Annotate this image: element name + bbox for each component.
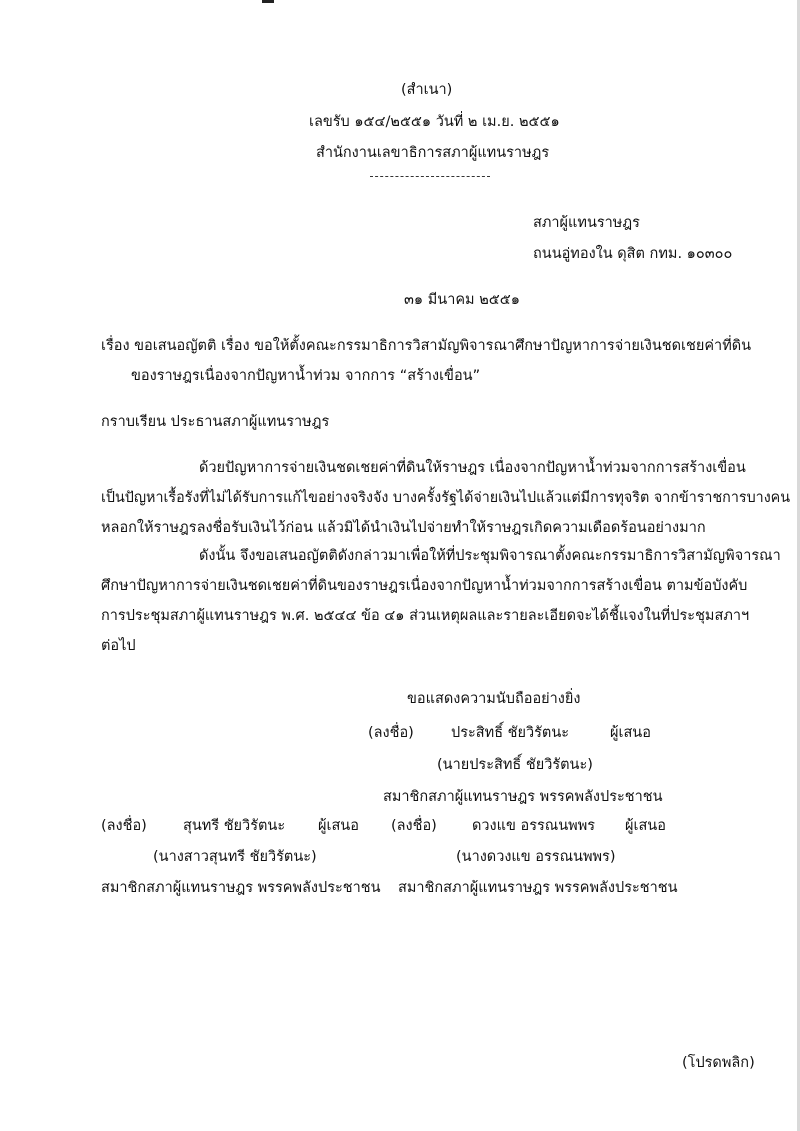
main-signer-full-name: (นายประสิทธิ์ ชัยวิรัตนะ) xyxy=(437,757,593,773)
body-p1-line-2: เป็นปัญหาเรื้อรังที่ไม่ได้รับการแก้ไขอย่างจริงจัง บางครั้งรัฐได้จ่ายเงินไปแล้วแต่มีการทุจริต จากข้าราชการบางคน xyxy=(101,490,791,506)
body-p2-line-1: ดังนั้น จึงขอเสนอญัตติดังกล่าวมาเพื่อให้ที่ประชุมพิจารณาตั้งคณะกรรมาธิการวิสามัญพิจารณา xyxy=(199,548,781,564)
receipt-number: เลขรับ ๑๕๔/๒๕๕๑ วันที่ ๒ เม.ย. ๒๕๕๑ xyxy=(309,114,560,130)
main-signer-name: ประสิทธิ์ ชัยวิรัตนะ xyxy=(451,725,570,741)
body-p2-line-2: ศึกษาปัญหาการจ่ายเงินชดเชยค่าที่ดินของราษฎรเนื่องจากปัญหาน้ำท่วมจากการสร้างเขื่อน ตามข้อบังคับ xyxy=(101,578,748,594)
office-name: สำนักงานเลขาธิการสภาผู้แทนราษฎร xyxy=(316,145,550,161)
right-signer-name: ดวงแข อรรณนพพร xyxy=(472,818,596,834)
main-signer-role: ผู้เสนอ xyxy=(610,725,651,741)
salutation: กราบเรียน ประธานสภาผู้แทนราษฎร xyxy=(101,414,330,430)
body-p2-line-3: การประชุมสภาผู้แทนราษฎร พ.ศ. ๒๕๔๔ ข้อ ๔๑ ส่วนเหตุผลและรายละเอียดจะได้ชี้แจงในที่ประชุมสภาฯ xyxy=(101,608,750,624)
subject-line-2: ของราษฎรเนื่องจากปัญหาน้ำท่วม จากการ “สร้างเขื่อน” xyxy=(131,368,481,384)
letter-date: ๓๑ มีนาคม ๒๕๕๑ xyxy=(404,292,520,308)
body-p1-line-3: หลอกให้ราษฎรลงชื่อรับเงินไว้ก่อน แล้วมิได้นำเงินไปจ่ายทำให้ราษฎรเกิดความเดือดร้อนอย่างมาก xyxy=(101,520,706,536)
header-divider xyxy=(370,176,490,177)
copy-mark: (สำเนา) xyxy=(401,82,453,98)
main-signer-position: สมาชิกสภาผู้แทนราษฎร พรรคพลังประชาชน xyxy=(383,789,663,805)
body-p2-line-4: ต่อไป xyxy=(101,638,136,654)
address-line-2: ถนนอู่ทองใน ดุสิต กทม. ๑๐๓๐๐ xyxy=(533,246,733,262)
left-signer-position: สมาชิกสภาผู้แทนราษฎร พรรคพลังประชาชน xyxy=(101,880,381,896)
right-signer-full-name: (นางดวงแข อรรณนพพร) xyxy=(456,849,616,865)
scan-artifact-top xyxy=(262,0,274,3)
left-signer-role: ผู้เสนอ xyxy=(318,818,359,834)
closing: ขอแสดงความนับถืออย่างยิ่ง xyxy=(407,691,581,707)
right-signer-position: สมาชิกสภาผู้แทนราษฎร พรรคพลังประชาชน xyxy=(398,880,678,896)
turn-over-note: (โปรดพลิก) xyxy=(682,1055,755,1071)
left-signer-full-name: (นางสาวสุนทรี ชัยวิรัตนะ) xyxy=(153,849,317,865)
address-line-1: สภาผู้แทนราษฎร xyxy=(533,215,640,231)
subject-line-1: เรื่อง ขอเสนอญัตติ เรื่อง ขอให้ตั้งคณะกรรมาธิการวิสามัญพิจารณาศึกษาปัญหาการจ่ายเงินชดเชยค่าที่ดิน xyxy=(101,338,752,354)
left-sign-tag: (ลงชื่อ) xyxy=(101,818,147,834)
left-signer-name: สุนทรี ชัยวิรัตนะ xyxy=(183,818,286,834)
main-sign-tag: (ลงชื่อ) xyxy=(368,725,414,741)
body-p1-line-1: ด้วยปัญหาการจ่ายเงินชดเชยค่าที่ดินให้ราษฎร เนื่องจากปัญหาน้ำท่วมจากการสร้างเขื่อน xyxy=(199,460,746,476)
right-signer-role: ผู้เสนอ xyxy=(625,818,666,834)
right-sign-tag: (ลงชื่อ) xyxy=(391,818,437,834)
